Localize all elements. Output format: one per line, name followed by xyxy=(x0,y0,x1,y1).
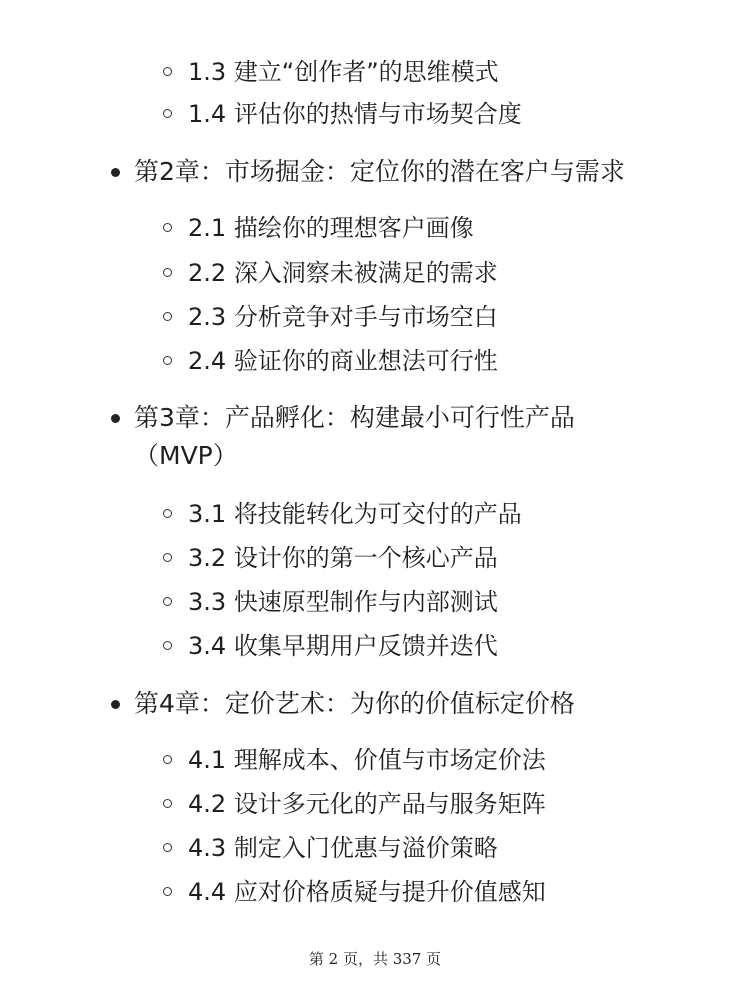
hollow-bullet-icon xyxy=(163,109,172,118)
toc-subitem-number: 4.1 xyxy=(188,746,227,774)
toc-subitem-title: 验证你的商业想法可行性 xyxy=(233,347,498,375)
hollow-bullet-icon xyxy=(163,356,172,365)
toc-subitem-title: 评估你的热情与市场契合度 xyxy=(233,100,522,128)
toc-subitem-label xyxy=(188,542,498,574)
toc-subitem-number: 1.3 xyxy=(188,58,227,86)
toc-subitem-number: 4.2 xyxy=(188,790,227,818)
solid-bullet-icon xyxy=(111,168,120,177)
toc-subitem-title: 分析竞争对手与市场空白 xyxy=(233,303,498,331)
toc-subitem-number: 3.4 xyxy=(188,632,227,660)
toc-chapter-title-line2: （MVP） xyxy=(134,441,238,470)
hollow-bullet-icon xyxy=(163,223,172,232)
toc-subitem-label xyxy=(188,345,498,377)
hollow-bullet-icon xyxy=(163,67,172,76)
hollow-bullet-icon xyxy=(163,799,172,808)
toc-subitem-label xyxy=(188,744,546,776)
hollow-bullet-icon xyxy=(163,312,172,321)
toc-subitem-title: 收集早期用户反馈并迭代 xyxy=(233,632,498,660)
toc-subitem-number: 2.2 xyxy=(188,259,227,287)
toc-subitem-title: 建立“创作者”的思维模式 xyxy=(233,58,499,86)
toc-subitem-label xyxy=(188,586,498,618)
toc-subitem-label xyxy=(188,301,498,333)
toc-subitem-number: 2.1 xyxy=(188,214,227,242)
toc-subitem-number: 3.3 xyxy=(188,588,227,616)
toc-subitem-label xyxy=(188,257,498,289)
toc-subitem-title: 快速原型制作与内部测试 xyxy=(233,588,498,616)
toc-subitem-number: 4.3 xyxy=(188,834,227,862)
hollow-bullet-icon xyxy=(163,843,172,852)
hollow-bullet-icon xyxy=(163,553,172,562)
solid-bullet-icon xyxy=(111,414,120,423)
hollow-bullet-icon xyxy=(163,509,172,518)
toc-subitem-number: 1.4 xyxy=(188,100,227,128)
toc-subitem-label xyxy=(188,788,546,820)
page-number-footer: 第 2 页，共 337 页 xyxy=(308,950,442,968)
toc-subitem-label xyxy=(188,832,498,864)
toc-subitem-title: 设计你的第一个核心产品 xyxy=(233,544,498,572)
toc-subitem-title: 理解成本、价值与市场定价法 xyxy=(233,746,546,774)
hollow-bullet-icon xyxy=(163,641,172,650)
toc-subitem-number: 2.4 xyxy=(188,347,227,375)
toc-subitem-number: 4.4 xyxy=(188,878,227,906)
toc-subitem-title: 描绘你的理想客户画像 xyxy=(233,214,474,242)
toc-subitem-number: 3.2 xyxy=(188,544,227,572)
toc-subitem-title: 设计多元化的产品与服务矩阵 xyxy=(233,790,546,818)
toc-subitem-label xyxy=(188,98,522,130)
hollow-bullet-icon xyxy=(163,755,172,764)
toc-subitem-label xyxy=(188,876,546,908)
toc-subitem-title: 将技能转化为可交付的产品 xyxy=(233,500,522,528)
toc-subitem-title: 深入洞察未被满足的需求 xyxy=(233,259,498,287)
toc-subitem-title: 制定入门优惠与溢价策略 xyxy=(233,834,498,862)
toc-subitem-number: 2.3 xyxy=(188,303,227,331)
hollow-bullet-icon xyxy=(163,268,172,277)
hollow-bullet-icon xyxy=(163,597,172,606)
toc-chapter-title: 第4章：定价艺术：为你的价值标定价格 xyxy=(134,689,575,718)
toc-subitem-title: 应对价格质疑与提升价值感知 xyxy=(233,878,546,906)
toc-subitem-number: 3.1 xyxy=(188,500,227,528)
solid-bullet-icon xyxy=(111,700,120,709)
toc-chapter-title: 第2章：市场掘金：定位你的潜在客户与需求 xyxy=(134,157,625,186)
toc-subitem-label xyxy=(188,212,474,244)
toc-chapter-title-line1: 第3章：产品孵化：构建最小可行性产品 xyxy=(134,403,575,432)
toc-subitem-label xyxy=(188,56,499,88)
toc-subitem-label xyxy=(188,498,522,530)
hollow-bullet-icon xyxy=(163,887,172,896)
toc-subitem-label xyxy=(188,630,498,662)
